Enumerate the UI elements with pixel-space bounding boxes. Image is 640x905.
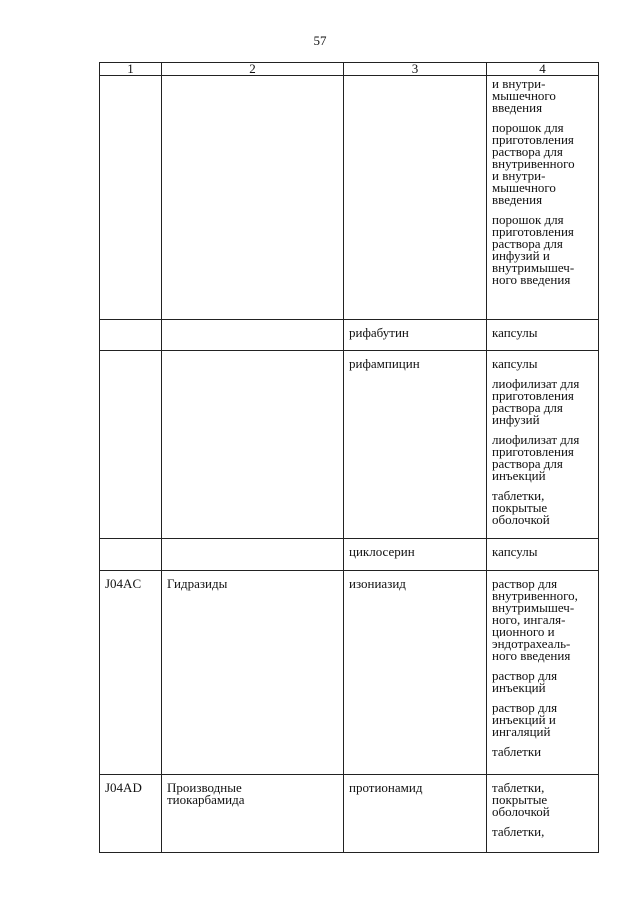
forms-cell xyxy=(487,351,599,539)
table-header-row xyxy=(100,63,599,76)
forms-cell xyxy=(487,539,599,571)
group-cell xyxy=(162,539,344,571)
dosage-form: капсулы xyxy=(492,544,538,559)
dosage-form: капсулы xyxy=(492,356,538,371)
header-col-4: 4 xyxy=(487,63,599,76)
drug-cell: рифабутин xyxy=(344,320,487,351)
dosage-form: порошок для приготовления раствора для внутривенного и внутри- мышечного введения xyxy=(492,120,575,207)
group-cell xyxy=(162,320,344,351)
code-cell xyxy=(100,76,162,320)
table-row xyxy=(100,76,599,320)
drug-cell: протионамид xyxy=(344,775,487,853)
code-cell: J04AD xyxy=(100,775,162,853)
table-row xyxy=(100,320,599,351)
dosage-form: таблетки, покрытые оболочкой xyxy=(492,780,550,819)
code-cell: J04AC xyxy=(100,571,162,775)
forms-cell xyxy=(487,76,599,320)
dosage-form: раствор для инъекций и ингаляций xyxy=(492,700,558,739)
drug-cell: изониазид xyxy=(344,571,487,775)
header-col-3: 3 xyxy=(344,63,487,76)
table-row xyxy=(100,775,599,853)
forms-cell xyxy=(487,571,599,775)
dosage-form: таблетки, xyxy=(492,824,545,839)
dosage-form: и внутри- мышечного введения xyxy=(492,76,556,115)
page-number: 57 xyxy=(313,33,327,48)
code-cell xyxy=(100,320,162,351)
group-cell xyxy=(162,351,344,539)
drug-cell: циклосерин xyxy=(344,539,487,571)
table-row xyxy=(100,571,599,775)
dosage-form: раствор для инъекций xyxy=(492,668,558,695)
dosage-form: лиофилизат для приготовления раствора для инъекций xyxy=(492,432,580,483)
table-row xyxy=(100,351,599,539)
table-row xyxy=(100,539,599,571)
header-col-2: 2 xyxy=(162,63,344,76)
code-cell xyxy=(100,351,162,539)
dosage-form: раствор для внутривенного, внутримышеч- ного, ингаля- ционного и эндотрахеаль- ного введения xyxy=(492,576,578,663)
dosage-form: таблетки, покрытые оболочкой xyxy=(492,488,550,527)
group-cell xyxy=(162,76,344,320)
forms-cell xyxy=(487,775,599,853)
dosage-form: капсулы xyxy=(492,325,538,340)
drug-table xyxy=(99,62,599,853)
drug-cell xyxy=(344,76,487,320)
group-cell: Производные тиокарбамида xyxy=(162,775,344,853)
forms-cell xyxy=(487,320,599,351)
group-cell: Гидразиды xyxy=(162,571,344,775)
dosage-form: порошок для приготовления раствора для инфузий и внутримышеч- ного введения xyxy=(492,212,575,287)
header-col-1: 1 xyxy=(100,63,162,76)
drug-cell: рифампицин xyxy=(344,351,487,539)
dosage-form: лиофилизат для приготовления раствора для инфузий xyxy=(492,376,580,427)
dosage-form: таблетки xyxy=(492,744,542,759)
code-cell xyxy=(100,539,162,571)
